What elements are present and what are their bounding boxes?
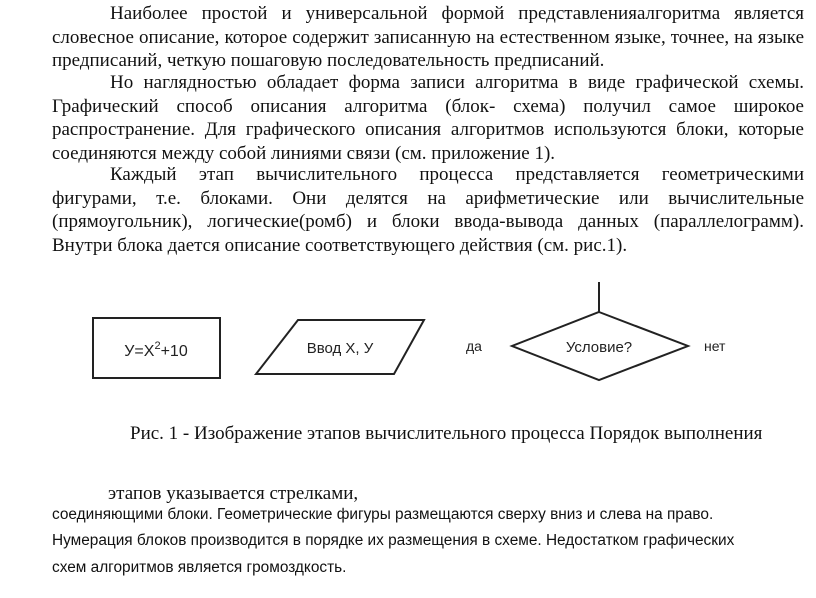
io-block — [256, 320, 424, 374]
continuation-line-2: Нумерация блоков производится в порядке их размещения в схеме. Недостатком графических — [52, 532, 735, 549]
continuation-line-1: соединяющими блоки. Геометрические фигуры размещаются сверху вниз и слева на право. — [52, 506, 714, 523]
io-block-label: Ввод Х, У — [306, 340, 374, 357]
paragraph-3: Каждый этап вычислительного процесса представляется геометрическими фигурами, т.е. блоками. Они делятся на арифметические или вычислительные (прямоугольник), логические(ромб) и блоки ввода-вывода данных (параллелограмм). Внутри блока дается описание соответствующего действия (см. рис.1). — [52, 164, 804, 256]
process-block — [93, 318, 220, 378]
flowchart-figure — [0, 280, 816, 400]
continuation-line-3: схем алгоритмов является громоздкость. — [52, 559, 347, 576]
paragraph-2: Но наглядностью обладает форма записи алгоритма в виде графической схемы. Графический способ описания алгоритма (блок- схема) получил самое широкое распространение. Для графического описания алгоритмов используются блоки, которые соединяются между собой линиями связи (см. приложение 1). — [52, 72, 804, 164]
process-block-label: $У=Х^2+10$ — [124, 340, 188, 360]
no-label: нет — [704, 338, 726, 354]
figure-caption-continued: этапов указывается стрелками, — [108, 483, 359, 504]
decision-block-label: Условие? — [565, 339, 633, 356]
paragraph-1: Наиболее простой и универсальной формой представленияалгоритма является словесное описание, которое содержит записанную на естественном языке, точнее, на языке предписаний, четкую пошаговую последовательность предписаний. — [52, 3, 804, 71]
yes-label: да — [466, 338, 482, 354]
figure-caption: Рис. 1 - Изображение этапов вычислительного процесса Порядок выполнения — [130, 423, 763, 444]
decision-block — [512, 282, 688, 380]
